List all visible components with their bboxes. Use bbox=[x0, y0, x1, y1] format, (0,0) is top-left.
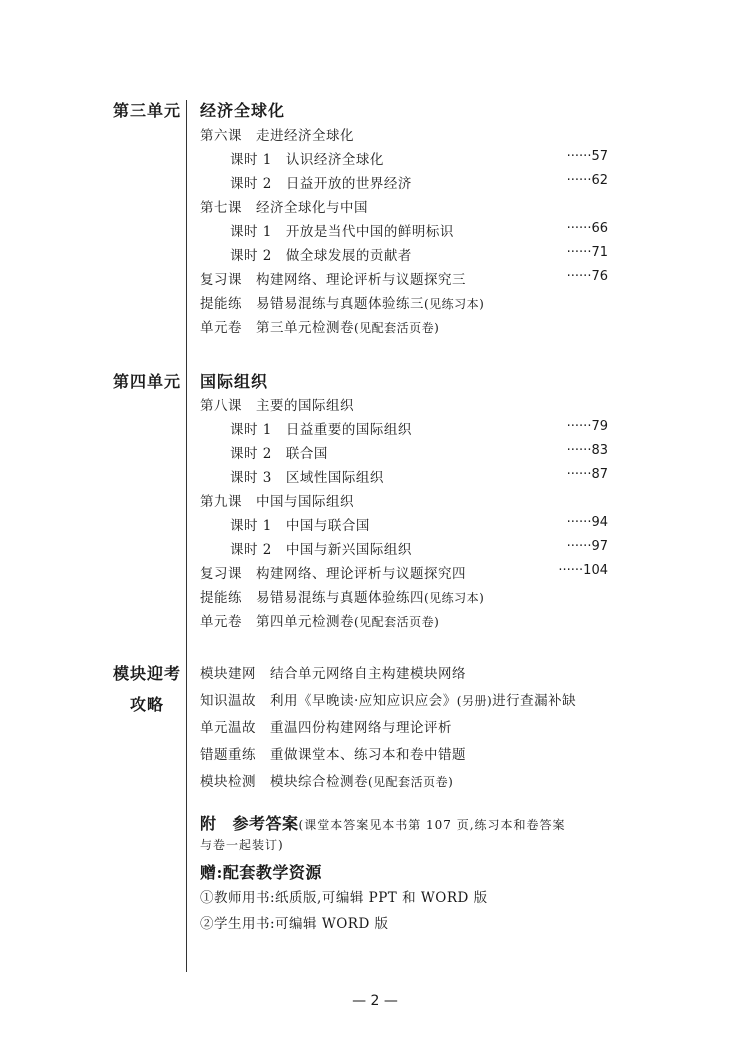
page-number: — 2 — bbox=[352, 993, 398, 1009]
entry-note: (见配套活页卷) bbox=[354, 321, 440, 335]
page-ref: ······57 bbox=[566, 149, 608, 164]
entry-text: 认识经济全球化 bbox=[285, 152, 384, 168]
strategy-label: 知识温故 bbox=[200, 693, 256, 709]
strategy-text: 重温四份构建网络与理论评析 bbox=[270, 720, 452, 736]
toc-entry-test[interactable] bbox=[200, 316, 439, 336]
toc-entry-lesson[interactable] bbox=[200, 124, 354, 144]
entry-text: 经济全球化与中国 bbox=[256, 200, 368, 216]
toc-entry-lesson[interactable] bbox=[200, 394, 354, 414]
entry-text: 日益重要的国际组织 bbox=[285, 422, 412, 438]
entry-text: 中国与新兴国际组织 bbox=[285, 542, 412, 558]
strategy-item[interactable] bbox=[200, 770, 453, 790]
entry-text: 中国与联合国 bbox=[285, 518, 370, 534]
strategy-text: 利用《早晚读·应知应识应会》 bbox=[270, 693, 457, 709]
strategy-label: 单元温故 bbox=[200, 720, 256, 736]
entry-text: 开放是当代中国的鲜明标识 bbox=[285, 224, 454, 240]
strategy-item[interactable] bbox=[200, 662, 466, 682]
toc-entry[interactable] bbox=[230, 148, 384, 168]
entry-label: 第六课 bbox=[200, 128, 242, 144]
toc-entry[interactable] bbox=[230, 244, 412, 264]
entry-text: 第四单元检测卷 bbox=[256, 614, 354, 630]
toc-entry-practice[interactable] bbox=[200, 292, 484, 312]
strategy-title-line1: 模块迎考 bbox=[113, 664, 182, 683]
toc-entry-lesson[interactable] bbox=[200, 490, 354, 510]
entry-text: 联合国 bbox=[285, 446, 328, 462]
strategy-item[interactable] bbox=[200, 716, 452, 736]
entry-label: 课时 3 bbox=[230, 470, 272, 486]
strategy-text-tail: 进行查漏补缺 bbox=[492, 693, 577, 709]
toc-entry-review[interactable] bbox=[200, 268, 466, 288]
answers-note: (课堂本答案见本书第 107 页,练习本和卷答案 bbox=[298, 818, 566, 832]
toc-entry[interactable] bbox=[230, 220, 454, 240]
toc-entry-review[interactable] bbox=[200, 562, 466, 582]
entry-label: 课时 1 bbox=[230, 152, 272, 168]
strategy-note: (另册) bbox=[456, 694, 493, 708]
vertical-divider bbox=[186, 100, 187, 972]
entry-text: 主要的国际组织 bbox=[256, 398, 354, 414]
entry-label: 课时 2 bbox=[230, 176, 272, 192]
unit-title: 第三单元 bbox=[113, 101, 182, 120]
entry-label: 课时 1 bbox=[230, 422, 272, 438]
page-ref: ······71 bbox=[566, 245, 608, 260]
strategy-note: (见配套活页卷) bbox=[368, 775, 454, 789]
entry-label: 课时 1 bbox=[230, 224, 272, 240]
entry-text: 做全球发展的贡献者 bbox=[285, 248, 412, 264]
strategy-label: 模块检测 bbox=[200, 774, 256, 790]
page-ref: ······79 bbox=[566, 419, 608, 434]
page-ref: ······104 bbox=[558, 563, 608, 578]
entry-text: 走进经济全球化 bbox=[256, 128, 354, 144]
entry-label: 课时 2 bbox=[230, 248, 272, 264]
entry-text: 易错易混练与真题体验练三 bbox=[256, 296, 424, 312]
strategy-text: 重做课堂本、练习本和卷中错题 bbox=[270, 747, 466, 763]
entry-note: (见练习本) bbox=[424, 297, 485, 311]
entry-text: 日益开放的世界经济 bbox=[285, 176, 412, 192]
entry-label: 提能练 bbox=[200, 296, 242, 312]
entry-label: 第七课 bbox=[200, 200, 242, 216]
unit-title: 第四单元 bbox=[113, 372, 182, 391]
entry-label: 第九课 bbox=[200, 494, 242, 510]
entry-label: 课时 1 bbox=[230, 518, 272, 534]
toc-entry[interactable] bbox=[230, 418, 412, 438]
answers-heading bbox=[200, 811, 566, 834]
strategy-label: 模块建网 bbox=[200, 666, 256, 682]
gift-item-student: ②学生用书:可编辑 WORD 版 bbox=[200, 916, 389, 932]
entry-label: 课时 2 bbox=[230, 446, 272, 462]
entry-label: 单元卷 bbox=[200, 320, 242, 336]
entry-label: 复习课 bbox=[200, 272, 242, 288]
entry-text: 第三单元检测卷 bbox=[256, 320, 354, 336]
strategy-text: 结合单元网络自主构建模块网络 bbox=[270, 666, 466, 682]
strategy-label: 错题重练 bbox=[200, 747, 256, 763]
page-ref: ······66 bbox=[566, 221, 608, 236]
entry-text: 区域性国际组织 bbox=[285, 470, 384, 486]
page-ref: ······87 bbox=[566, 467, 608, 482]
toc-entry[interactable] bbox=[230, 466, 384, 486]
answers-note-line2: 与卷一起装订) bbox=[200, 838, 284, 852]
entry-text: 易错易混练与真题体验练四 bbox=[256, 590, 424, 606]
gift-item-teacher: ①教师用书:纸质版,可编辑 PPT 和 WORD 版 bbox=[200, 890, 488, 906]
page-ref: ······94 bbox=[566, 515, 608, 530]
entry-label: 第八课 bbox=[200, 398, 242, 414]
entry-text: 构建网络、理论评析与议题探究四 bbox=[256, 566, 466, 582]
page-ref: ······83 bbox=[566, 443, 608, 458]
toc-entry-practice[interactable] bbox=[200, 586, 484, 606]
toc-entry[interactable] bbox=[230, 514, 370, 534]
strategy-item[interactable] bbox=[200, 743, 466, 763]
gift-title: 赠:配套教学资源 bbox=[200, 863, 322, 882]
page-ref: ······62 bbox=[566, 173, 608, 188]
toc-entry[interactable] bbox=[230, 442, 328, 462]
toc-entry[interactable] bbox=[230, 538, 412, 558]
entry-label: 提能练 bbox=[200, 590, 242, 606]
entry-text: 构建网络、理论评析与议题探究三 bbox=[256, 272, 466, 288]
page-ref: ······97 bbox=[566, 539, 608, 554]
entry-note: (见练习本) bbox=[424, 591, 485, 605]
entry-label: 复习课 bbox=[200, 566, 242, 582]
unit-subject: 国际组织 bbox=[200, 372, 269, 391]
strategy-text: 模块综合检测卷 bbox=[270, 774, 368, 790]
entry-text: 中国与国际组织 bbox=[256, 494, 354, 510]
answers-title: 参考答案 bbox=[232, 814, 299, 833]
unit-subject: 经济全球化 bbox=[200, 101, 286, 120]
toc-entry-test[interactable] bbox=[200, 610, 439, 630]
entry-label: 单元卷 bbox=[200, 614, 242, 630]
strategy-title bbox=[113, 661, 181, 715]
page-ref: ······76 bbox=[566, 269, 608, 284]
strategy-item[interactable] bbox=[200, 689, 576, 709]
toc-entry[interactable] bbox=[230, 172, 412, 192]
toc-entry-lesson[interactable] bbox=[200, 196, 368, 216]
entry-note: (见配套活页卷) bbox=[354, 615, 440, 629]
appendix-prefix: 附 bbox=[200, 814, 217, 833]
strategy-title-line2: 攻略 bbox=[130, 695, 165, 714]
entry-label: 课时 2 bbox=[230, 542, 272, 558]
